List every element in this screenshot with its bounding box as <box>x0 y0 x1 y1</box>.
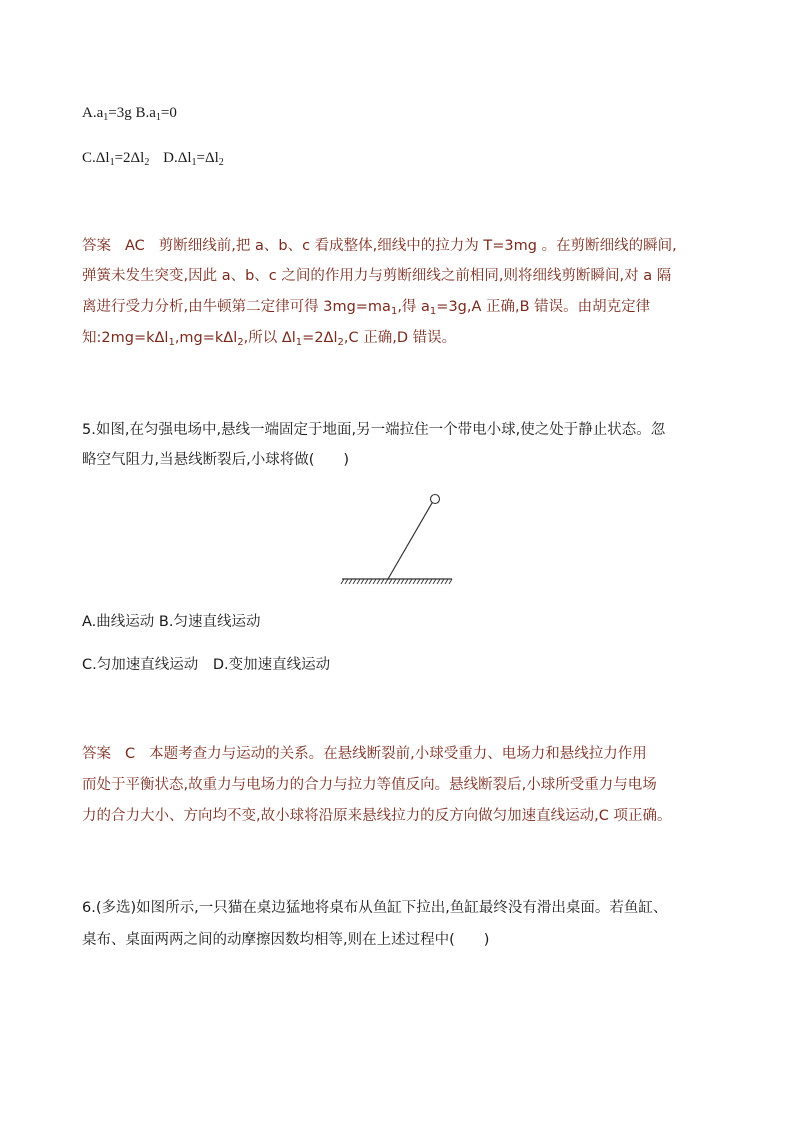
q6-question-line1: 6.(多选)如图所示,一只猫在桌边猛地将桌布从鱼缸下拉出,鱼缸最终没有滑出桌面。若鱼缸、 <box>82 900 668 916</box>
q4-answer-line4: 知:2mg=kΔl$_1$,mg=kΔl$_2$,所以 $\Delta l_1=2\Delta l_2,C$ 正确,D 错误。 <box>82 330 457 348</box>
q5-answer-line1: 答案 C 本题考查力与运动的关系。在悬线断裂前,小球受重力、电场力和悬线拉力作用 <box>82 746 647 762</box>
pendulum-figure <box>338 490 458 585</box>
q4-option-a: $A.a_1=3g$ <box>82 105 132 123</box>
q5-options-row1: A.曲线运动 B.匀速直线运动 <box>82 614 261 630</box>
answer-key: C <box>125 746 136 762</box>
q5-question-line1: 5.如图,在匀强电场中,悬线一端固定于地面,另一端拉住一个带电小球,使之处于静止状态。忽 <box>82 422 666 438</box>
q4-option-c: $C.\Delta l_1=2\Delta l_2$ <box>82 150 150 168</box>
q5-answer-line2: 而处于平衡状态,故重力与电场力的合力与拉力等值反向。悬线断裂后,小球所受重力与电场 <box>82 777 657 793</box>
q4-option-b: $B.a_1=0$ <box>135 105 177 123</box>
q6-question-line2: 桌布、桌面两两之间的动摩擦因数均相等,则在上述过程中( ) <box>82 932 490 948</box>
suspension-string <box>388 503 432 579</box>
charged-ball <box>431 495 440 504</box>
q4-options-row1 <box>82 103 177 123</box>
q5-options-row2 <box>82 655 330 675</box>
q4-option-d: $D.\Delta l_1=\Delta l_2$ <box>163 150 224 168</box>
q4-answer-line3: 离进行受力分析,由牛顿第二定律可得 $3mg=ma_1$,得 $a_1=3g,A$ 正确,B 错误。由胡克定律 <box>82 299 651 317</box>
q5-option-d: D.变加速直线运动 <box>212 657 331 673</box>
q4-answer-line2: 弹簧未发生突变,因此 a、b、c 之间的作用力与剪断细线之前相同,则将细线剪断瞬间,对 a 隔 <box>82 268 672 284</box>
answer-key: AC <box>125 238 145 254</box>
q5-answer-line3: 力的合力大小、方向均不变,故小球将沿原来悬线拉力的反方向做匀加速直线运动,C 项正确。 <box>82 808 672 824</box>
q4-options-row2 <box>82 148 224 168</box>
q5-option-c: C.匀加速直线运动 <box>82 657 199 673</box>
answer-label: 答案 <box>82 238 111 254</box>
ground-hatching <box>341 579 452 584</box>
q5-question-line2: 略空气阻力,当悬线断裂后,小球将做( ) <box>82 452 350 468</box>
q4-answer-line1: 答案 AC 剪断细线前,把 a、b、c 看成整体,细线中的拉力为 T=3mg 。在剪断细线的瞬间, <box>82 238 677 254</box>
answer-label: 答案 <box>82 746 111 762</box>
